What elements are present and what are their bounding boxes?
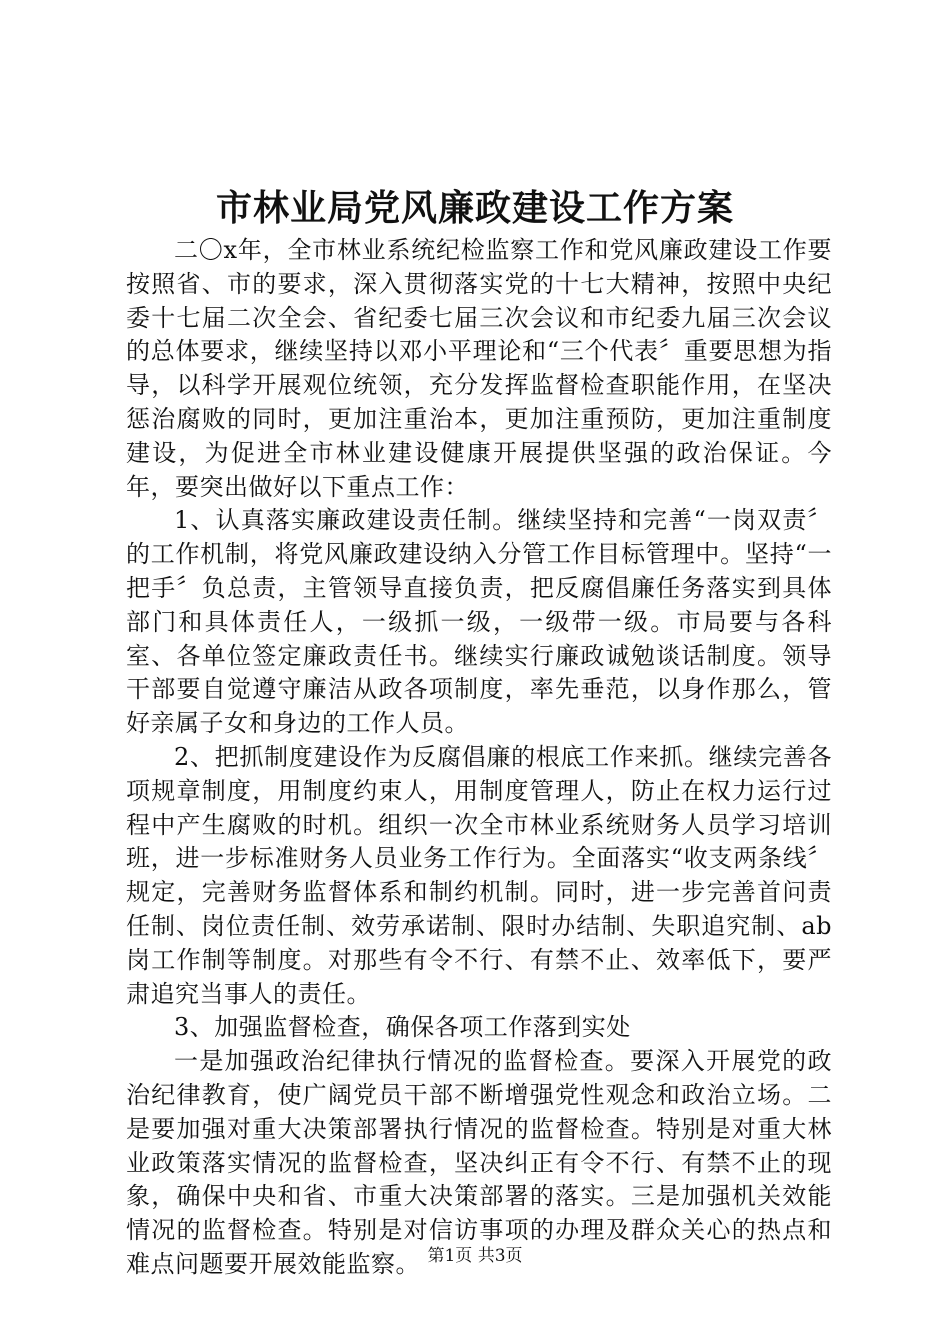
paragraph-intro: 二〇x年，全市林业系统纪检监察工作和党风廉政建设工作要按照省、市的要求，深入贯彻落实党的十七大精神，按照中央纪委十七届二次全会、省纪委七届三次会议和市纪委九届三次会议的总体要求，继续坚持以邓小平理论和“三个代表〞重要思想为指导，以科学开展观位统领，充分发挥监督检查职能作用，在坚决惩治腐败的同时，更加注重治本，更加注重预防，更加注重制度建设，为促进全市林业建设健康开展提供坚强的政治保证。今年，要突出做好以下重点工作：	[126, 236, 832, 501]
paragraph-item-3-detail: 一是加强政治纪律执行情况的监督检查。要深入开展党的政治纪律教育，使广阔党员干部不断增强党性观念和政治立场。二是要加强对重大决策部署执行情况的监督检查。特别是对重大林业政策落实情况的监督检查，坚决纠正有令不行、有禁不止的现象，确保中央和省、市重大决策部署的落实。三是加强机关效能情况的监督检查。特别是对信访事项的办理及群众关心的热点和难点问题要开展效能监察。	[126, 1047, 832, 1278]
document-title: 市林业局党风廉政建设工作方案	[215, 187, 734, 229]
page-footer: 第1页 共3页	[427, 1246, 523, 1266]
paragraph-item-3-heading: 3、加强监督检查，确保各项工作落到实处	[174, 1013, 631, 1042]
document-body	[126, 234, 832, 1282]
paragraph-item-2: 2、把抓制度建设作为反腐倡廉的根底工作来抓。继续完善各项规章制度，用制度约束人，用制度管理人，防止在权力运行过程中产生腐败的时机。组织一次全市林业系统财务人员学习培训班，进一步标准财务人员业务工作行为。全面落实“收支两条线〞规定，完善财务监督体系和制约机制。同时，进一步完善首问责任制、岗位责任制、效劳承诺制、限时办结制、失职追究制、ab岗工作制等制度。对那些有令不行、有禁不止、效率低下，要严肃追究当事人的责任。	[126, 742, 832, 1008]
paragraph-item-1: 1、认真落实廉政建设责任制。继续坚持和完善“一岗双责〞的工作机制，将党风廉政建设纳入分管工作目标管理中。坚持“一把手〞负总责，主管领导直接负责，把反腐倡廉任务落实到具体部门和具体责任人，一级抓一级，一级带一级。市局要与各科室、各单位签定廉政责任书。继续实行廉政诚勉谈话制度。领导干部要自觉遵守廉洁从政各项制度，率先垂范，以身作那么，管好亲属子女和身边的工作人员。	[126, 506, 832, 738]
